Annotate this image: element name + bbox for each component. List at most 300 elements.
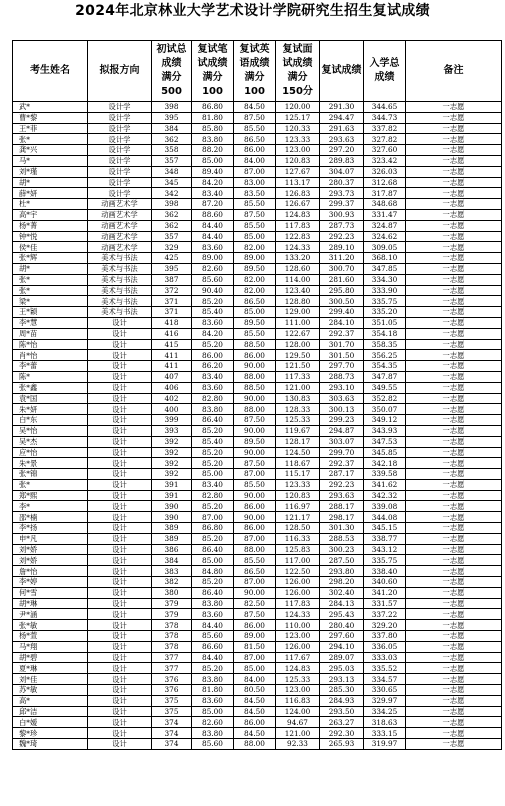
cell-initial-score: 371 (152, 307, 192, 318)
cell-direction: 设计 (88, 566, 152, 577)
cell-english-score: 86.00 (234, 523, 276, 534)
cell-written-score: 83.80 (192, 598, 234, 609)
cell-written-score: 88.60 (192, 209, 234, 220)
cell-written-score: 85.20 (192, 425, 234, 436)
cell-english-score: 86.50 (234, 566, 276, 577)
cell-interview-score: 117.83 (276, 598, 320, 609)
cell-total-score: 335.52 (364, 663, 406, 674)
cell-interview-score: 113.17 (276, 177, 320, 188)
table-row (13, 220, 502, 231)
cell-total-score: 345.85 (364, 447, 406, 458)
table-row (13, 209, 502, 220)
cell-retest-score: 293.73 (320, 188, 364, 199)
cell-written-score: 83.40 (192, 371, 234, 382)
cell-remark: 一志愿 (406, 339, 502, 350)
cell-name: 侯*佳 (13, 242, 88, 253)
cell-direction: 设计 (88, 328, 152, 339)
cell-remark: 一志愿 (406, 404, 502, 415)
cell-interview-score: 126.00 (276, 577, 320, 588)
cell-remark: 一志愿 (406, 112, 502, 123)
cell-written-score: 85.20 (192, 339, 234, 350)
cell-name: 胡*琳 (13, 598, 88, 609)
cell-english-score: 84.50 (234, 695, 276, 706)
cell-initial-score: 391 (152, 490, 192, 501)
cell-retest-score: 293.80 (320, 566, 364, 577)
table-row (13, 339, 502, 350)
cell-initial-score: 398 (152, 199, 192, 210)
cell-interview-score: 123.00 (276, 145, 320, 156)
cell-remark: 一志愿 (406, 231, 502, 242)
cell-interview-score: 124.00 (276, 706, 320, 717)
cell-total-score: 349.55 (364, 382, 406, 393)
cell-name: 陈* (13, 371, 88, 382)
cell-retest-score: 292.37 (320, 458, 364, 469)
cell-english-score: 86.00 (234, 620, 276, 631)
cell-remark: 一志愿 (406, 674, 502, 685)
cell-interview-score: 123.40 (276, 285, 320, 296)
cell-written-score: 83.60 (192, 242, 234, 253)
table-row (13, 479, 502, 490)
cell-interview-score: 124.83 (276, 663, 320, 674)
cell-english-score: 87.50 (234, 609, 276, 620)
cell-remark: 一志愿 (406, 102, 502, 113)
cell-retest-score: 289.83 (320, 155, 364, 166)
cell-direction: 设计 (88, 609, 152, 620)
cell-name: 武* (13, 102, 88, 113)
cell-written-score: 84.80 (192, 566, 234, 577)
cell-total-score: 345.15 (364, 523, 406, 534)
cell-remark: 一志愿 (406, 685, 502, 696)
cell-interview-score: 111.00 (276, 317, 320, 328)
table-row (13, 350, 502, 361)
cell-written-score: 83.40 (192, 479, 234, 490)
header-written-score: 复试笔 试成绩 满分 100 (192, 41, 234, 102)
cell-direction: 设计 (88, 717, 152, 728)
cell-interview-score: 128.60 (276, 263, 320, 274)
cell-retest-score: 292.30 (320, 728, 364, 739)
cell-english-score: 85.50 (234, 479, 276, 490)
table-row (13, 199, 502, 210)
cell-interview-score: 118.67 (276, 458, 320, 469)
cell-retest-score: 303.07 (320, 436, 364, 447)
cell-name: 白*嫒 (13, 717, 88, 728)
cell-total-score: 334.30 (364, 274, 406, 285)
cell-interview-score: 125.83 (276, 544, 320, 555)
cell-written-score: 82.80 (192, 393, 234, 404)
cell-total-score: 342.32 (364, 490, 406, 501)
cell-name: 张* (13, 274, 88, 285)
cell-remark: 一志愿 (406, 739, 502, 750)
cell-name: 钟*悦 (13, 231, 88, 242)
table-row (13, 620, 502, 631)
cell-interview-score: 126.83 (276, 188, 320, 199)
table-row (13, 458, 502, 469)
cell-interview-score: 124.33 (276, 609, 320, 620)
cell-total-score: 337.22 (364, 609, 406, 620)
cell-retest-score: 297.20 (320, 145, 364, 156)
cell-initial-score: 358 (152, 145, 192, 156)
table-row (13, 415, 502, 426)
cell-written-score: 82.60 (192, 717, 234, 728)
cell-written-score: 81.80 (192, 112, 234, 123)
cell-name: 李*婷 (13, 577, 88, 588)
cell-remark: 一志愿 (406, 242, 502, 253)
header-initial-score: 初试总 成绩 满分 500 (152, 41, 192, 102)
cell-total-score: 347.87 (364, 371, 406, 382)
cell-remark: 一志愿 (406, 609, 502, 620)
cell-name: 薛*妍 (13, 188, 88, 199)
cell-total-score: 326.03 (364, 166, 406, 177)
table-row (13, 382, 502, 393)
table-row (13, 274, 502, 285)
cell-english-score: 88.00 (234, 544, 276, 555)
cell-retest-score: 288.17 (320, 501, 364, 512)
cell-initial-score: 384 (152, 123, 192, 134)
cell-initial-score: 379 (152, 609, 192, 620)
cell-english-score: 84.00 (234, 155, 276, 166)
cell-direction: 美术与书法 (88, 253, 152, 264)
cell-remark: 一志愿 (406, 652, 502, 663)
cell-retest-score: 300.93 (320, 209, 364, 220)
cell-initial-score: 362 (152, 134, 192, 145)
cell-english-score: 86.50 (234, 296, 276, 307)
table-row (13, 242, 502, 253)
cell-interview-score: 110.00 (276, 620, 320, 631)
cell-direction: 设计学 (88, 134, 152, 145)
table-row (13, 436, 502, 447)
cell-initial-score: 357 (152, 231, 192, 242)
cell-total-score: 341.20 (364, 587, 406, 598)
cell-initial-score: 415 (152, 339, 192, 350)
cell-remark: 一志愿 (406, 361, 502, 372)
cell-name: 曹*黎 (13, 112, 88, 123)
cell-english-score: 89.00 (234, 253, 276, 264)
cell-direction: 设计 (88, 706, 152, 717)
cell-total-score: 324.62 (364, 231, 406, 242)
cell-total-score: 331.47 (364, 209, 406, 220)
cell-initial-score: 374 (152, 739, 192, 750)
cell-initial-score: 375 (152, 706, 192, 717)
cell-english-score: 82.00 (234, 285, 276, 296)
cell-remark: 一志愿 (406, 533, 502, 544)
cell-written-score: 90.40 (192, 285, 234, 296)
header-remark: 备注 (406, 41, 502, 102)
cell-direction: 美术与书法 (88, 274, 152, 285)
cell-english-score: 87.00 (234, 533, 276, 544)
table-row (13, 512, 502, 523)
cell-retest-score: 299.23 (320, 415, 364, 426)
cell-remark: 一志愿 (406, 274, 502, 285)
cell-initial-score: 393 (152, 425, 192, 436)
cell-interview-score: 120.83 (276, 490, 320, 501)
cell-direction: 设计 (88, 382, 152, 393)
cell-written-score: 89.40 (192, 166, 234, 177)
cell-written-score: 84.40 (192, 220, 234, 231)
cell-retest-score: 297.60 (320, 631, 364, 642)
cell-english-score: 81.50 (234, 641, 276, 652)
cell-name: 申*凡 (13, 533, 88, 544)
cell-initial-score: 384 (152, 555, 192, 566)
cell-name: 周*苗 (13, 328, 88, 339)
cell-initial-score: 377 (152, 663, 192, 674)
cell-remark: 一志愿 (406, 199, 502, 210)
cell-direction: 设计学 (88, 145, 152, 156)
cell-name: 高*宇 (13, 209, 88, 220)
cell-english-score: 88.00 (234, 739, 276, 750)
cell-retest-score: 288.73 (320, 371, 364, 382)
cell-retest-score: 280.37 (320, 177, 364, 188)
cell-written-score: 86.40 (192, 587, 234, 598)
cell-retest-score: 295.80 (320, 285, 364, 296)
cell-direction: 设计 (88, 728, 152, 739)
cell-remark: 一志愿 (406, 350, 502, 361)
cell-retest-score: 301.30 (320, 523, 364, 534)
cell-direction: 设计 (88, 674, 152, 685)
table-row (13, 663, 502, 674)
cell-english-score: 89.50 (234, 263, 276, 274)
cell-remark: 一志愿 (406, 145, 502, 156)
cell-total-score: 337.82 (364, 123, 406, 134)
cell-retest-score: 293.50 (320, 706, 364, 717)
cell-written-score: 83.80 (192, 674, 234, 685)
cell-remark: 一志愿 (406, 307, 502, 318)
table-row (13, 317, 502, 328)
cell-name: 杨*萱 (13, 631, 88, 642)
table-row (13, 166, 502, 177)
cell-english-score: 88.50 (234, 382, 276, 393)
cell-remark: 一志愿 (406, 393, 502, 404)
table-row (13, 685, 502, 696)
cell-initial-score: 379 (152, 598, 192, 609)
table-row (13, 371, 502, 382)
cell-retest-score: 297.70 (320, 361, 364, 372)
cell-remark: 一志愿 (406, 717, 502, 728)
cell-retest-score: 292.23 (320, 231, 364, 242)
cell-direction: 设计 (88, 523, 152, 534)
cell-name: 刘*佳 (13, 674, 88, 685)
cell-name: 黎*珍 (13, 728, 88, 739)
cell-initial-score: 416 (152, 328, 192, 339)
cell-english-score: 87.50 (234, 458, 276, 469)
cell-total-score: 339.08 (364, 501, 406, 512)
cell-name: 尹*涵 (13, 609, 88, 620)
cell-total-score: 347.85 (364, 263, 406, 274)
cell-initial-score: 411 (152, 350, 192, 361)
cell-direction: 美术与书法 (88, 296, 152, 307)
cell-remark: 一志愿 (406, 587, 502, 598)
cell-remark: 一志愿 (406, 415, 502, 426)
cell-english-score: 85.50 (234, 123, 276, 134)
cell-total-score: 336.05 (364, 641, 406, 652)
cell-direction: 设计 (88, 393, 152, 404)
cell-name: 应*怡 (13, 447, 88, 458)
cell-interview-score: 123.00 (276, 685, 320, 696)
cell-initial-score: 377 (152, 652, 192, 663)
table-row (13, 544, 502, 555)
cell-name: 胡* (13, 263, 88, 274)
cell-written-score: 85.20 (192, 663, 234, 674)
cell-initial-score: 399 (152, 415, 192, 426)
cell-remark: 一志愿 (406, 620, 502, 631)
cell-english-score: 86.00 (234, 717, 276, 728)
cell-total-score: 368.10 (364, 253, 406, 264)
cell-direction: 设计学 (88, 166, 152, 177)
cell-direction: 设计 (88, 469, 152, 480)
cell-interview-score: 124.50 (276, 447, 320, 458)
cell-english-score: 90.00 (234, 447, 276, 458)
cell-name: 白*东 (13, 415, 88, 426)
cell-name: 张*敏 (13, 620, 88, 631)
table-row (13, 577, 502, 588)
cell-interview-score: 116.83 (276, 695, 320, 706)
cell-total-score: 330.65 (364, 685, 406, 696)
cell-direction: 美术与书法 (88, 307, 152, 318)
table-row (13, 102, 502, 113)
cell-initial-score: 395 (152, 112, 192, 123)
cell-total-score: 349.12 (364, 415, 406, 426)
cell-initial-score: 407 (152, 371, 192, 382)
cell-retest-score: 284.93 (320, 695, 364, 706)
cell-name: 高* (13, 695, 88, 706)
cell-retest-score: 287.73 (320, 220, 364, 231)
cell-remark: 一志愿 (406, 490, 502, 501)
cell-name: 邵*楠 (13, 512, 88, 523)
cell-written-score: 85.80 (192, 123, 234, 134)
cell-written-score: 84.40 (192, 231, 234, 242)
cell-direction: 设计 (88, 641, 152, 652)
table-row (13, 695, 502, 706)
cell-initial-score: 400 (152, 404, 192, 415)
cell-total-score: 342.18 (364, 458, 406, 469)
cell-retest-score: 300.50 (320, 296, 364, 307)
cell-remark: 一志愿 (406, 382, 502, 393)
cell-remark: 一志愿 (406, 371, 502, 382)
cell-direction: 设计 (88, 415, 152, 426)
cell-name: 夏*琳 (13, 663, 88, 674)
header-retest-score: 复试成绩 (320, 41, 364, 102)
table-row (13, 307, 502, 318)
cell-total-score: 334.25 (364, 706, 406, 717)
cell-written-score: 84.40 (192, 620, 234, 631)
cell-english-score: 86.00 (234, 350, 276, 361)
table-row (13, 728, 502, 739)
cell-total-score: 351.05 (364, 317, 406, 328)
cell-direction: 设计 (88, 361, 152, 372)
cell-interview-score: 125.33 (276, 415, 320, 426)
cell-remark: 一志愿 (406, 209, 502, 220)
cell-direction: 设计 (88, 598, 152, 609)
cell-written-score: 84.20 (192, 328, 234, 339)
cell-interview-score: 130.83 (276, 393, 320, 404)
cell-name: 詹*怡 (13, 566, 88, 577)
cell-retest-score: 294.47 (320, 112, 364, 123)
cell-name: 梁* (13, 296, 88, 307)
cell-initial-score: 392 (152, 458, 192, 469)
cell-direction: 设计 (88, 739, 152, 750)
cell-english-score: 85.00 (234, 231, 276, 242)
cell-initial-score: 383 (152, 566, 192, 577)
cell-initial-score: 375 (152, 695, 192, 706)
cell-retest-score: 300.13 (320, 404, 364, 415)
cell-initial-score: 372 (152, 285, 192, 296)
cell-direction: 设计 (88, 436, 152, 447)
cell-initial-score: 376 (152, 674, 192, 685)
cell-remark: 一志愿 (406, 317, 502, 328)
cell-remark: 一志愿 (406, 641, 502, 652)
cell-total-score: 312.68 (364, 177, 406, 188)
cell-initial-score: 389 (152, 533, 192, 544)
cell-interview-score: 123.00 (276, 631, 320, 642)
cell-direction: 设计 (88, 685, 152, 696)
cell-english-score: 90.00 (234, 587, 276, 598)
cell-written-score: 85.40 (192, 436, 234, 447)
cell-name: 郑*熙 (13, 490, 88, 501)
cell-initial-score: 425 (152, 253, 192, 264)
cell-interview-score: 121.50 (276, 361, 320, 372)
table-row (13, 490, 502, 501)
cell-english-score: 90.00 (234, 490, 276, 501)
cell-direction: 动画艺术学 (88, 209, 152, 220)
cell-total-score: 337.80 (364, 631, 406, 642)
cell-english-score: 89.50 (234, 317, 276, 328)
page-title: 2024年北京林业大学艺术设计学院研究生招生复试成绩 (75, 3, 430, 19)
cell-remark: 一志愿 (406, 220, 502, 231)
cell-written-score: 85.20 (192, 447, 234, 458)
table-row (13, 393, 502, 404)
table-row (13, 447, 502, 458)
cell-initial-score: 378 (152, 641, 192, 652)
cell-written-score: 85.20 (192, 577, 234, 588)
cell-written-score: 83.60 (192, 609, 234, 620)
cell-name: 张* (13, 479, 88, 490)
cell-interview-score: 125.17 (276, 112, 320, 123)
cell-total-score: 333.90 (364, 285, 406, 296)
table-row (13, 717, 502, 728)
cell-written-score: 85.20 (192, 501, 234, 512)
cell-written-score: 85.00 (192, 706, 234, 717)
cell-written-score: 87.20 (192, 199, 234, 210)
cell-total-score: 324.87 (364, 220, 406, 231)
cell-initial-score: 386 (152, 544, 192, 555)
cell-total-score: 335.75 (364, 555, 406, 566)
cell-retest-score: 302.40 (320, 587, 364, 598)
cell-interview-score: 94.67 (276, 717, 320, 728)
table-row (13, 555, 502, 566)
cell-name: 刘*娇 (13, 544, 88, 555)
cell-name: 朱*景 (13, 458, 88, 469)
cell-direction: 设计 (88, 501, 152, 512)
cell-name: 张*鑫 (13, 382, 88, 393)
cell-retest-score: 299.37 (320, 199, 364, 210)
cell-total-score: 338.77 (364, 533, 406, 544)
cell-interview-score: 133.20 (276, 253, 320, 264)
cell-written-score: 85.00 (192, 155, 234, 166)
cell-written-score: 83.80 (192, 134, 234, 145)
cell-retest-score: 295.43 (320, 609, 364, 620)
cell-retest-score: 294.10 (320, 641, 364, 652)
table-row (13, 112, 502, 123)
cell-initial-score: 362 (152, 220, 192, 231)
cell-initial-score: 392 (152, 447, 192, 458)
table-row (13, 123, 502, 134)
cell-direction: 设计 (88, 663, 152, 674)
cell-written-score: 83.40 (192, 188, 234, 199)
cell-initial-score: 342 (152, 188, 192, 199)
cell-retest-score: 287.17 (320, 469, 364, 480)
cell-written-score: 87.00 (192, 512, 234, 523)
cell-retest-score: 299.40 (320, 307, 364, 318)
cell-name: 张*锦 (13, 469, 88, 480)
